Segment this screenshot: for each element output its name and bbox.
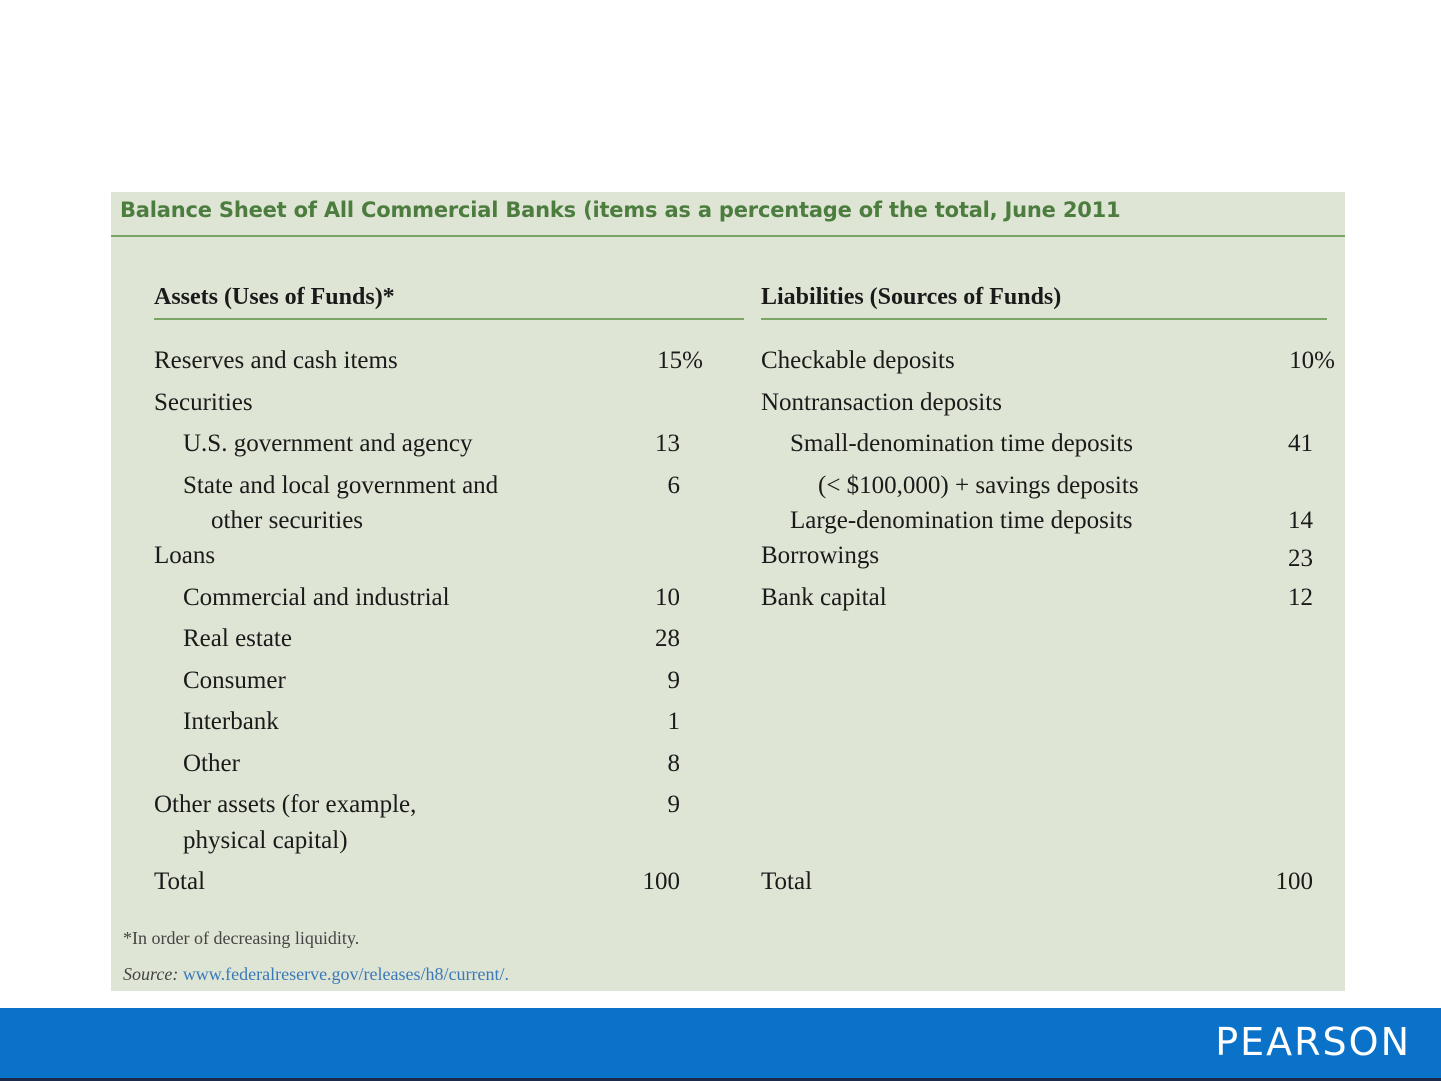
- asset-row-value: 6: [667, 472, 680, 499]
- source-line: [123, 964, 509, 985]
- liability-row-label: Borrowings: [761, 542, 880, 569]
- liability-row-value: 41: [1288, 430, 1313, 457]
- liability-row-label: Checkable deposits: [761, 347, 955, 374]
- liability-total-label: Total: [761, 868, 813, 895]
- liability-row-label: Large-denomination time deposits: [790, 507, 1133, 534]
- balance-sheet-panel: [111, 192, 1345, 991]
- liability-row-label: Bank capital: [761, 584, 887, 611]
- liability-row-value: 12: [1288, 584, 1313, 611]
- asset-row-value: 1: [667, 708, 680, 735]
- liability-row-label: Nontransaction deposits: [761, 389, 1002, 416]
- table-title: Balance Sheet of All Commercial Banks (items as a percentage of the total, June 2011: [120, 198, 1121, 222]
- asset-row-label: U.S. government and agency: [183, 430, 473, 457]
- pearson-logo: PEARSON: [1215, 1020, 1411, 1064]
- asset-row-label: Securities: [154, 389, 253, 416]
- liabilities-header-rule: [761, 318, 1327, 320]
- asset-row-label: State and local government and: [183, 472, 499, 499]
- liability-row-label: Small-denomination time deposits: [790, 430, 1134, 457]
- liability-row-value: 10%: [1289, 347, 1335, 374]
- asset-row-label: physical capital): [183, 827, 348, 854]
- asset-row-value: 9: [667, 791, 680, 818]
- assets-header: Assets (Uses of Funds)*: [154, 284, 395, 310]
- asset-total-value: 100: [642, 868, 680, 895]
- asset-total-label: Total: [154, 868, 206, 895]
- asset-row-label: Commercial and industrial: [183, 584, 450, 611]
- asset-row-label: other securities: [211, 507, 364, 534]
- liability-row-value: 23: [1288, 545, 1313, 572]
- liability-total-value: 100: [1275, 868, 1313, 895]
- asset-row-label: Other: [183, 750, 240, 777]
- asset-row-label: Interbank: [183, 708, 279, 735]
- source-link[interactable]: www.federalreserve.gov/releases/h8/current/.: [182, 964, 509, 984]
- asset-row-value: 8: [667, 750, 680, 777]
- asset-row-label: Reserves and cash items: [154, 347, 398, 374]
- title-divider: [111, 235, 1345, 237]
- liability-row-label: (< $100,000) + savings deposits: [818, 472, 1139, 499]
- asset-row-value: 13: [655, 430, 680, 457]
- asset-row-label: Real estate: [183, 625, 292, 652]
- source-prefix: Source:: [123, 964, 183, 984]
- asset-row-value: 28: [655, 625, 680, 652]
- footnote: *In order of decreasing liquidity.: [123, 928, 360, 948]
- asset-row-label: Loans: [154, 542, 216, 569]
- assets-header-rule: [154, 318, 744, 320]
- asset-row-value: 15%: [657, 347, 703, 374]
- asset-row-label: Other assets (for example,: [154, 791, 417, 818]
- liabilities-header: Liabilities (Sources of Funds): [761, 284, 1062, 310]
- asset-row-label: Consumer: [183, 667, 286, 694]
- asset-row-value: 9: [667, 667, 680, 694]
- asset-row-value: 10: [655, 584, 680, 611]
- footer-bar: [0, 1008, 1441, 1081]
- liability-row-value: 14: [1288, 507, 1313, 534]
